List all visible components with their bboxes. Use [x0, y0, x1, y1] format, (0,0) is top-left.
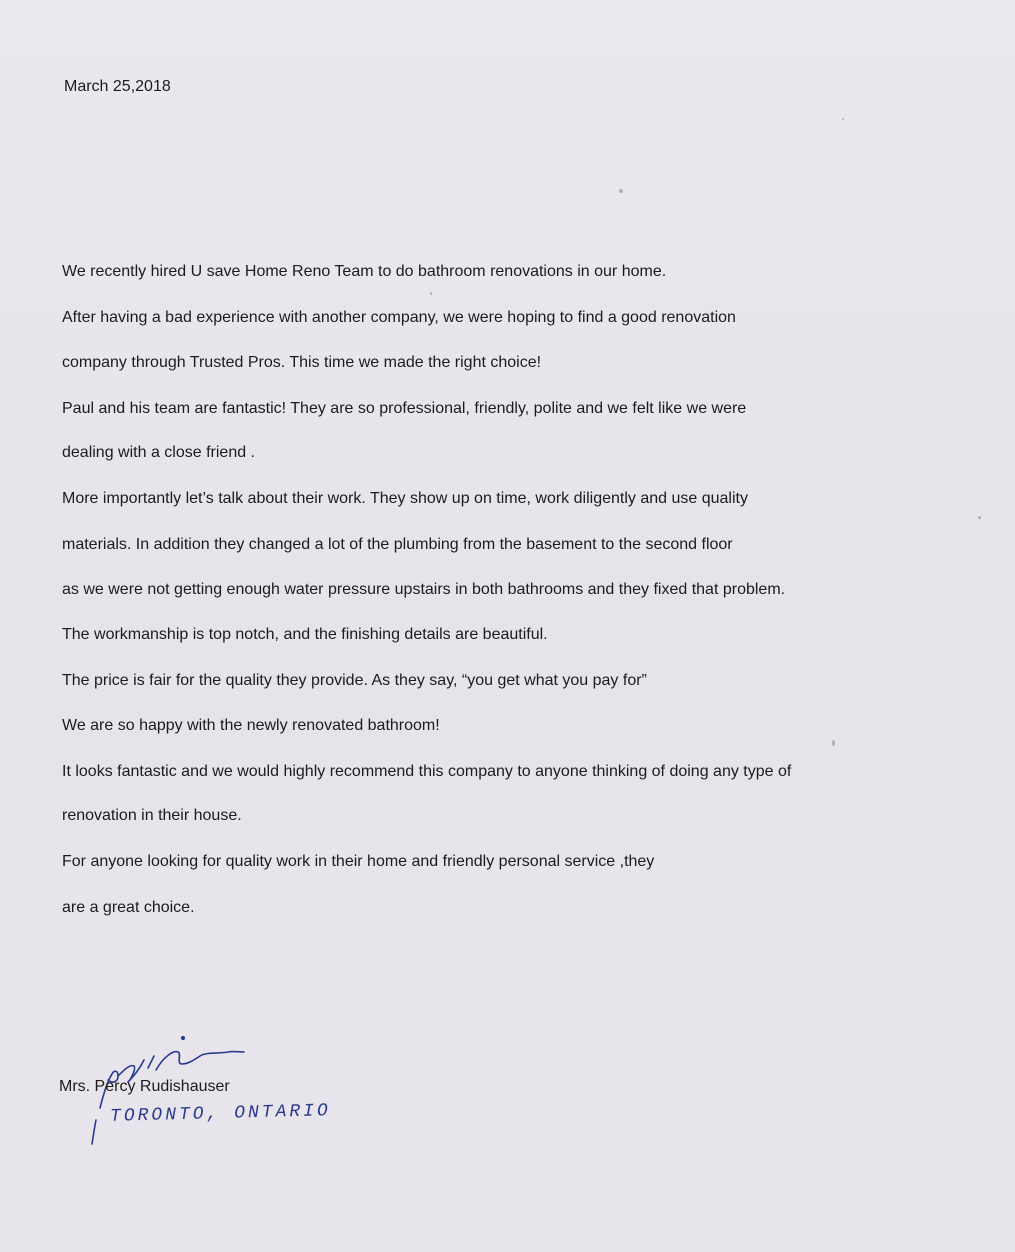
letter-line: materials. In addition they changed a lot of the plumbing from the basement to the second floor [62, 536, 733, 553]
letter-line: For anyone looking for quality work in their home and friendly personal service ,they [62, 853, 655, 870]
letter-line: We are so happy with the newly renovated bathroom! [62, 717, 440, 734]
paper-speck [832, 740, 835, 746]
letter-line: It looks fantastic and we would highly recommend this company to anyone thinking of doing any type of [62, 763, 792, 780]
paper-speck [430, 292, 432, 295]
letter-line: company through Trusted Pros. This time we made the right choice! [62, 354, 542, 371]
letter-line: The workmanship is top notch, and the finishing details are beautiful. [62, 626, 548, 643]
paper-speck [842, 118, 844, 120]
paper-speck [619, 189, 623, 193]
letter-line: dealing with a close friend . [62, 444, 255, 461]
letter-line: are a great choice. [62, 899, 195, 916]
letter-line: More importantly let’s talk about their work. They show up on time, work diligently and use quality [62, 490, 748, 507]
letter-line: We recently hired U save Home Reno Team to do bathroom renovations in our home. [62, 263, 667, 280]
paper-speck [978, 516, 981, 519]
letter-line: After having a bad experience with another company, we were hoping to find a good renovation [62, 309, 736, 326]
signer-name: Mrs. Percy Rudishauser [59, 1078, 230, 1095]
letter-line: Paul and his team are fantastic! They are so professional, friendly, polite and we felt like we were [62, 400, 747, 417]
letter-date: March 25,2018 [64, 78, 171, 95]
letter-line: as we were not getting enough water pressure upstairs in both bathrooms and they fixed that problem. [62, 581, 786, 598]
letter-line: The price is fair for the quality they provide. As they say, “you get what you pay for” [62, 672, 647, 689]
letter-line: renovation in their house. [62, 807, 242, 824]
handwritten-location: TORONTO, ONTARIO [109, 1101, 332, 1127]
